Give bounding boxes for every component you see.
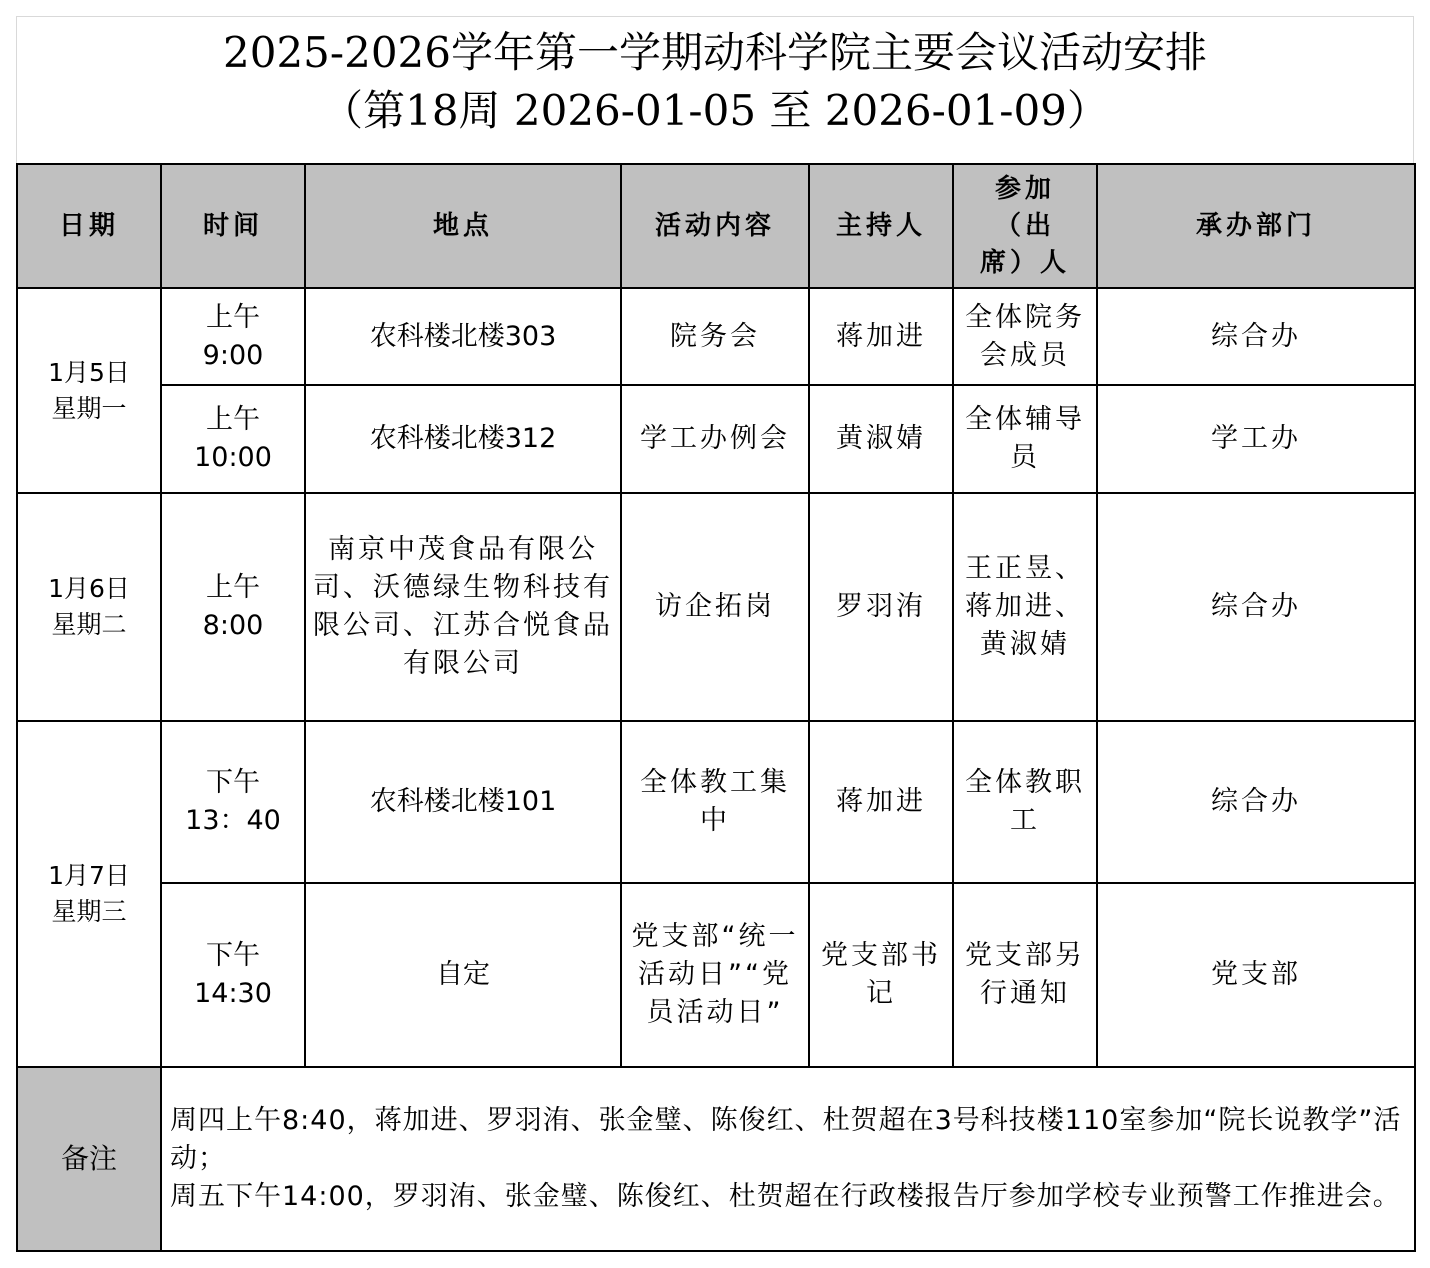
content-cell: 学工办例会 xyxy=(621,385,809,493)
header-place: 地点 xyxy=(305,164,621,288)
time-cell xyxy=(161,288,305,385)
content-cell: 院务会 xyxy=(621,288,809,385)
remark-line: 周五下午14:00，罗羽洧、张金璧、陈俊红、杜贺超在行政楼报告厅参加学校专业预警工作推进会。 xyxy=(170,1181,1401,1212)
attendees-cell: 全体教职工 xyxy=(953,721,1097,883)
host-cell: 蒋加进 xyxy=(809,288,953,385)
host-cell: 蒋加进 xyxy=(809,721,953,883)
schedule-table xyxy=(16,163,1416,1252)
place-cell: 农科楼北楼312 xyxy=(305,385,621,493)
dept-cell: 综合办 xyxy=(1097,721,1415,883)
header-attendees xyxy=(953,164,1097,288)
time-clock: 10:00 xyxy=(194,442,272,473)
header-host: 主持人 xyxy=(809,164,953,288)
dept-cell: 综合办 xyxy=(1097,288,1415,385)
week-subtitle: （第18周 2026-01-05 至 2026-01-09） xyxy=(321,86,1109,135)
remarks-label: 备注 xyxy=(17,1067,161,1251)
date-label: 1月5日 xyxy=(48,357,130,387)
table-row xyxy=(17,385,1415,493)
header-row xyxy=(17,164,1415,288)
time-clock: 9:00 xyxy=(202,339,264,371)
header-attendees-line: 参加 xyxy=(994,173,1055,204)
content-cell: 全体教工集中 xyxy=(621,721,809,883)
dept-cell: 党支部 xyxy=(1097,883,1415,1067)
remarks-cell xyxy=(161,1067,1415,1251)
time-period: 上午 xyxy=(206,572,260,603)
date-cell xyxy=(17,721,161,1067)
time-cell xyxy=(161,883,305,1067)
time-cell xyxy=(161,721,305,883)
attendees-cell: 全体院务会成员 xyxy=(953,288,1097,385)
host-cell: 黄淑婧 xyxy=(809,385,953,493)
date-label: 1月7日 xyxy=(48,861,130,890)
place-cell: 南京中茂食品有限公司、沃德绿生物科技有限公司、江苏合悦食品有限公司 xyxy=(305,493,621,721)
host-cell: 党支部书记 xyxy=(809,883,953,1067)
time-period: 上午 xyxy=(206,404,260,435)
title-area xyxy=(16,16,1414,163)
header-dept: 承办部门 xyxy=(1097,164,1415,288)
table-row xyxy=(17,721,1415,883)
table-row xyxy=(17,883,1415,1067)
weekday-label: 星期三 xyxy=(51,897,127,926)
table-row xyxy=(17,288,1415,385)
attendees-cell: 王正昱、蒋加进、黄淑婧 xyxy=(953,493,1097,721)
host-cell: 罗羽洧 xyxy=(809,493,953,721)
date-label: 1月6日 xyxy=(48,574,130,603)
time-clock: 8:00 xyxy=(202,610,264,641)
weekday-label: 星期一 xyxy=(51,393,127,423)
place-cell: 农科楼北楼101 xyxy=(305,721,621,883)
place-cell: 农科楼北楼303 xyxy=(305,288,621,385)
time-clock: 13：40 xyxy=(185,805,281,836)
header-attendees-line: （出 xyxy=(994,210,1055,241)
header-attendees-line: 席）人 xyxy=(979,247,1070,278)
table-row xyxy=(17,493,1415,721)
time-period: 下午 xyxy=(206,940,260,971)
attendees-cell: 全体辅导员 xyxy=(953,385,1097,493)
time-cell xyxy=(161,493,305,721)
remarks-row xyxy=(17,1067,1415,1251)
time-period: 下午 xyxy=(206,767,260,798)
content-cell: 党支部“统一活动日”“党员活动日” xyxy=(621,883,809,1067)
header-date: 日期 xyxy=(17,164,161,288)
remark-line: 周四上午8:40，蒋加进、罗羽洧、张金璧、陈俊红、杜贺超在3号科技楼110室参加“院长说教学”活动； xyxy=(170,1105,1402,1174)
header-content: 活动内容 xyxy=(621,164,809,288)
dept-cell: 综合办 xyxy=(1097,493,1415,721)
content-cell: 访企拓岗 xyxy=(621,493,809,721)
time-clock: 14:30 xyxy=(194,978,272,1009)
dept-cell: 学工办 xyxy=(1097,385,1415,493)
page-title: 2025-2026学年第一学期动科学院主要会议活动安排 xyxy=(223,28,1207,77)
time-period: 上午 xyxy=(206,301,260,333)
weekday-label: 星期二 xyxy=(51,610,127,639)
header-time: 时间 xyxy=(161,164,305,288)
attendees-cell: 党支部另行通知 xyxy=(953,883,1097,1067)
date-cell xyxy=(17,493,161,721)
date-cell xyxy=(17,288,161,493)
place-cell: 自定 xyxy=(305,883,621,1067)
time-cell xyxy=(161,385,305,493)
schedule-sheet xyxy=(16,16,1414,1252)
